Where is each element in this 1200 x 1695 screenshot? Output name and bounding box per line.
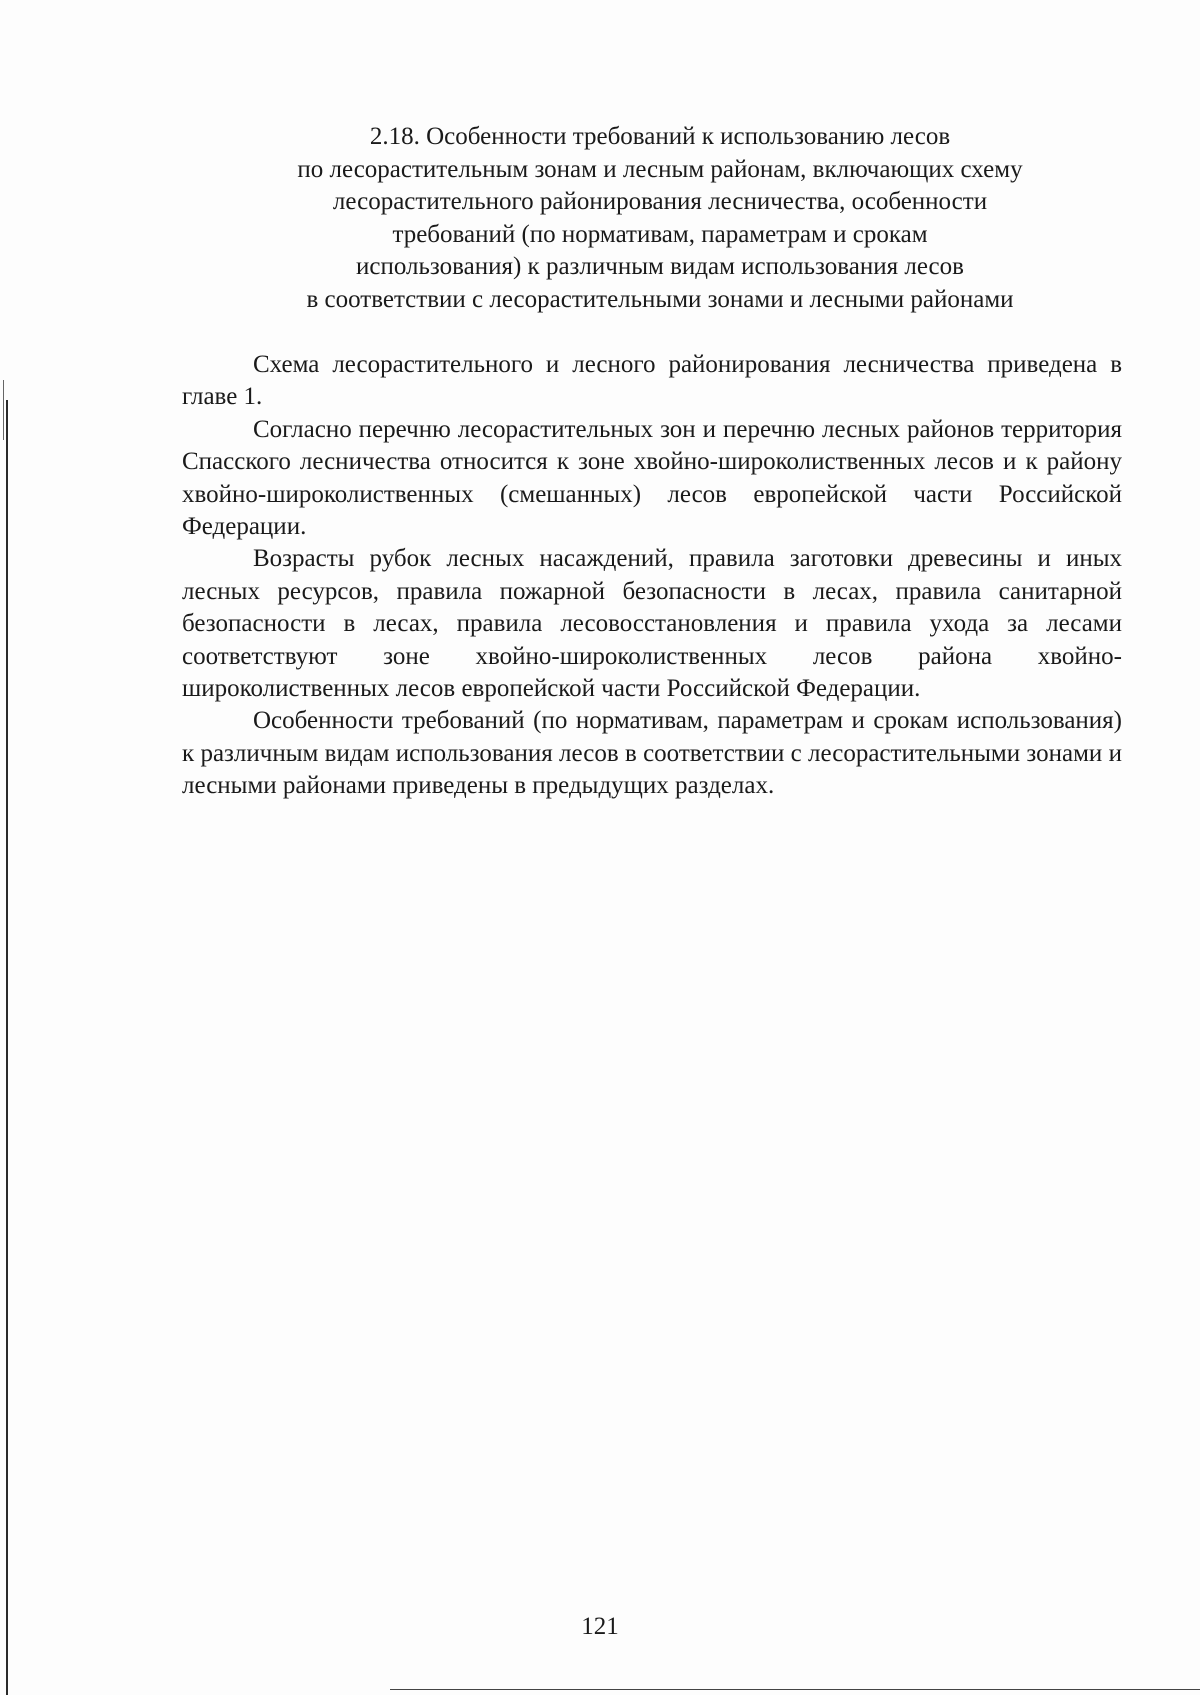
scan-bottom-edge [390, 1689, 1200, 1690]
scan-edge-artifact [3, 380, 4, 440]
heading-line: в соответствии с лесорастительными зонами и лесными районами [306, 285, 1014, 313]
scan-binding-edge [6, 400, 8, 1695]
heading-line: по лесорастительным зонам и лесным районам, включающих схему [297, 155, 1023, 183]
heading-line: лесорастительного районирования лесничества, особенности [332, 188, 988, 215]
body-text [182, 349, 1122, 803]
heading-line: использования) к различным видам использования лесов [356, 253, 964, 280]
page-number: 121 [581, 1613, 619, 1640]
heading-line: требований (по нормативам, параметрам и срокам [392, 220, 928, 248]
section-heading [230, 121, 1090, 316]
paragraph-requirements-reference: Особенности требований (по нормативам, параметрам и срокам использования) к различным видам использования лесов в соответствии с лесорастительными зонами и лесными районами приведены в предыдущих разделах. [182, 707, 1122, 800]
paragraph-scheme-reference: Схема лесорастительного и лесного районирования лесничества приведена в главе 1. [182, 351, 1122, 411]
heading-line: 2.18. Особенности требований к использованию лесов [369, 123, 951, 150]
paragraph-zone-classification: Согласно перечню лесорастительных зон и перечню лесных районов территория Спасского лесничества относится к зоне хвойно-широколиственных лесов и к району хвойно-широколиственных (смешанных) лесов европейской части Российской Федерации. [182, 415, 1122, 541]
paragraph-rules-compliance: Возрасты рубок лесных насаждений, правила заготовки древесины и иных лесных ресурсов, правила пожарной безопасности в лесах, правила санитарной безопасности в лесах, правила лесовосстановления и правила ухода за лесами соответствуют зоне хвойно-широколиственных лесов района хвойно-широколиственных лесов европейской части Российской Федерации. [182, 545, 1122, 703]
